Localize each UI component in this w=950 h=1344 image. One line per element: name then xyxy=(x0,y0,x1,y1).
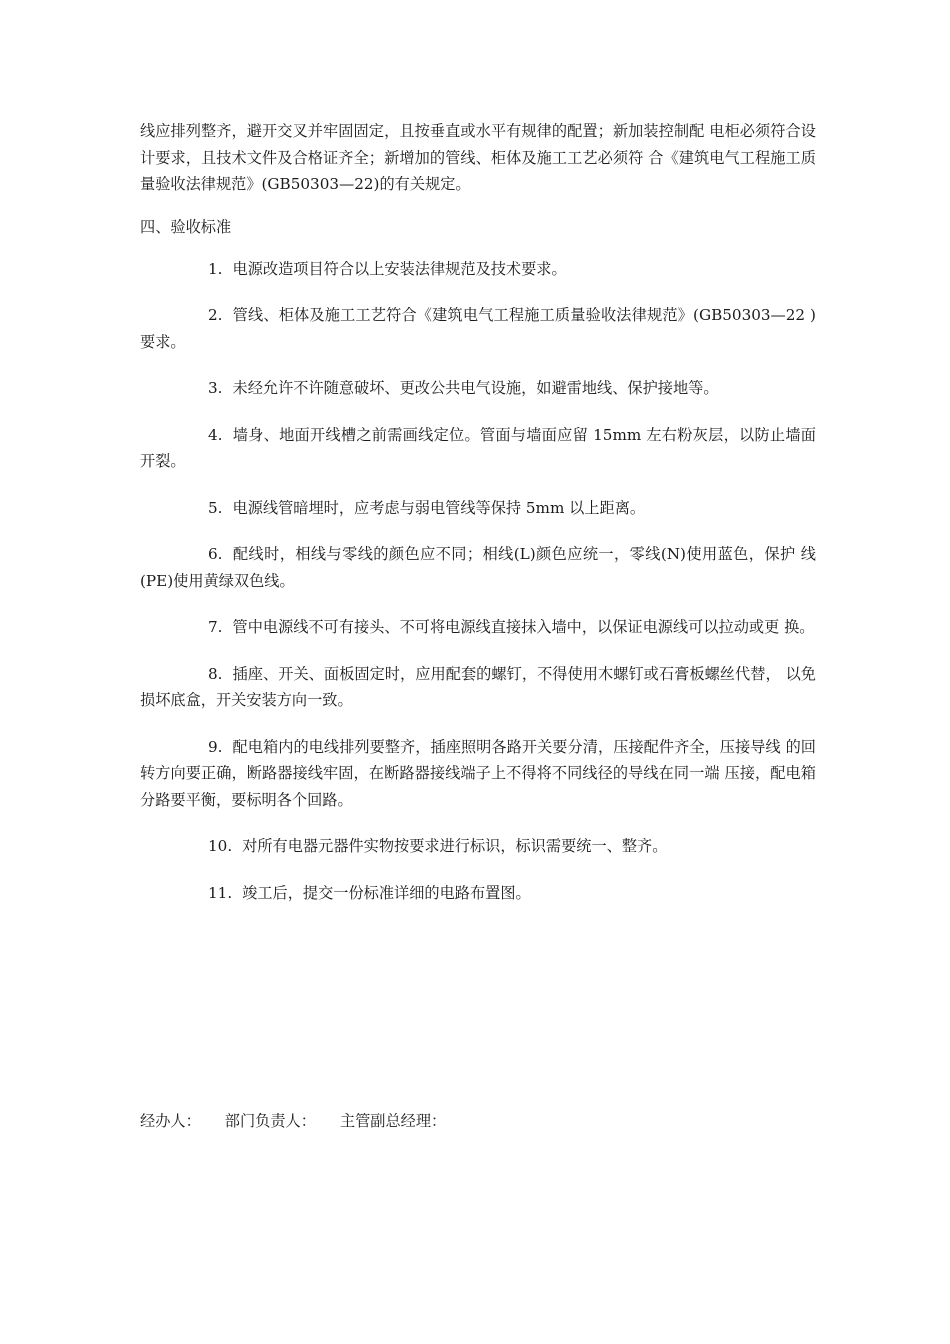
list-item xyxy=(140,734,816,814)
signature-line xyxy=(140,1108,470,1134)
document-body xyxy=(140,118,816,926)
intro-paragraph: 线应排列整齐，避开交叉并牢固固定，且按垂直或水平有规律的配置；新加装控制配 电柜必须符合设计要求，且技术文件及合格证齐全；新增加的管线、柜体及施工工艺必须符 合《建筑电气工程施工质量验收法律规范》(GB50303—22)的有关规定。 xyxy=(140,122,816,193)
section-heading: 四、验收标准 xyxy=(140,217,232,236)
item-number: 2. xyxy=(208,306,223,324)
item-number: 6. xyxy=(208,545,223,563)
list-item xyxy=(140,495,816,522)
item-text: 管中电源线不可有接头、不可将电源线直接抹入墙中，以保证电源线可以拉动或更 换。 xyxy=(232,618,815,636)
list-item xyxy=(140,375,816,402)
item-text: 配线时，相线与零线的颜色应不同；相线(L)颜色应统一，零线(N)使用蓝色，保护 线(PE)使用黄绿双色线。 xyxy=(140,545,816,590)
item-text: 电源线管暗埋时，应考虑与弱电管线等保持 5mm 以上距离。 xyxy=(232,498,646,517)
item-text: 管线、柜体及施工工艺符合《建筑电气工程施工质量验收法律规范》(GB50303—22 ) 要求。 xyxy=(140,306,816,351)
item-text: 未经允许不许随意破坏、更改公共电气设施，如避雷地线、保护接地等。 xyxy=(232,379,719,397)
list-item xyxy=(140,661,816,714)
item-text: 对所有电器元器件实物按要求进行标识，标识需要统一、整齐。 xyxy=(242,837,668,855)
list-item xyxy=(140,614,816,641)
dept-head-label: 部门负责人： xyxy=(224,1112,316,1130)
deputy-gm-label: 主管副总经理： xyxy=(339,1112,447,1130)
item-number: 10. xyxy=(208,837,233,855)
item-text: 配电箱内的电线排列要整齐，插座照明各路开关要分清，压接配件齐全，压接导线 的回转方向要正确，断路器接线牢固，在断路器接线端子上不得将不同线径的导线在同一端 压接，配电箱分路要平衡，要标明各个回路。 xyxy=(140,737,816,809)
item-number: 5. xyxy=(208,498,223,517)
list-item xyxy=(140,880,816,907)
item-text: 墙身、地面开线槽之前需画线定位。管面与墙面应留 15mm 左右粉灰层，以防止墙面 开裂。 xyxy=(140,425,816,470)
item-text: 插座、开关、面板固定时，应用配套的螺钉，不得使用木螺钉或石膏板螺丝代替， 以免损坏底盒，开关安装方向一致。 xyxy=(140,664,816,709)
item-number: 3. xyxy=(208,379,223,397)
item-number: 7. xyxy=(208,618,223,636)
item-number: 8. xyxy=(208,664,223,683)
handler-label: 经办人： xyxy=(140,1112,201,1130)
list-item xyxy=(140,302,816,355)
list-item xyxy=(140,833,816,860)
list-item xyxy=(140,256,816,283)
item-number: 1. xyxy=(208,259,223,278)
item-text: 电源改造项目符合以上安装法律规范及技术要求。 xyxy=(232,259,567,278)
list-item xyxy=(140,422,816,475)
item-text: 竣工后，提交一份标准详细的电路布置图。 xyxy=(242,883,531,902)
list-item xyxy=(140,541,816,594)
item-number: 9. xyxy=(208,737,223,756)
acceptance-list xyxy=(140,256,816,907)
item-number: 4. xyxy=(208,425,223,444)
item-number: 11. xyxy=(208,883,233,902)
